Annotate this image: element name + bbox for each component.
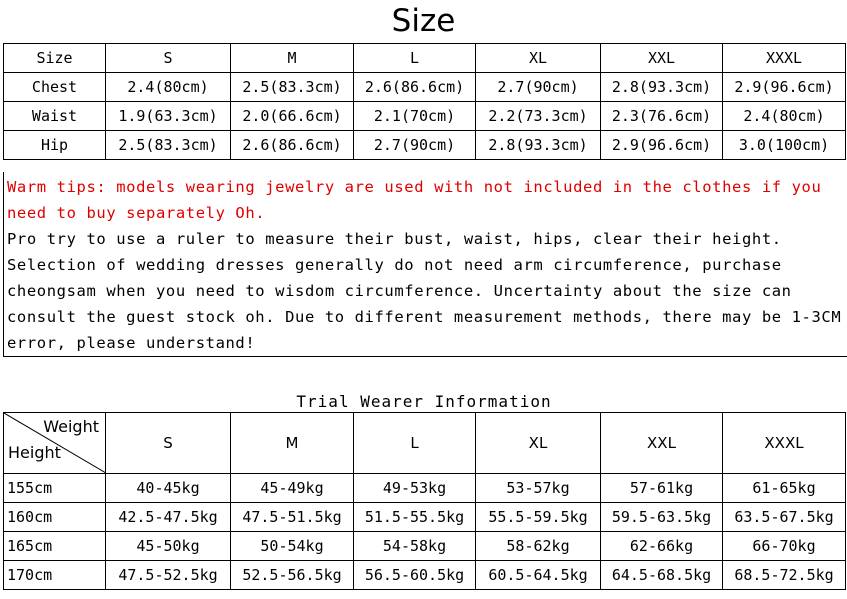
size-chart-title: Size xyxy=(391,3,456,39)
weight-cell: 40-45kg xyxy=(106,474,231,503)
table-cell: 2.0(66.6cm) xyxy=(231,102,354,131)
weight-cell: 62-66kg xyxy=(601,532,723,561)
table-cell: 2.4(80cm) xyxy=(106,73,231,102)
table-cell: 2.6(86.6cm) xyxy=(231,131,354,160)
weight-cell: 53-57kg xyxy=(476,474,601,503)
size-table-header-row xyxy=(4,44,846,73)
table-row xyxy=(4,73,846,102)
table-cell: 2.5(83.3cm) xyxy=(106,131,231,160)
height-cell: 160cm xyxy=(4,503,106,532)
table-cell: 2.5(83.3cm) xyxy=(231,73,354,102)
weight-cell: 64.5-68.5kg xyxy=(601,561,723,590)
weight-cell: 45-49kg xyxy=(231,474,354,503)
size-header-cell: M xyxy=(231,413,354,474)
table-row xyxy=(4,474,846,503)
weight-cell: 42.5-47.5kg xyxy=(106,503,231,532)
weight-cell: 59.5-63.5kg xyxy=(601,503,723,532)
size-header-cell: L xyxy=(354,413,476,474)
table-row xyxy=(4,131,846,160)
weight-cell: 49-53kg xyxy=(354,474,476,503)
weight-cell: 63.5-67.5kg xyxy=(723,503,846,532)
row-label: Chest xyxy=(4,73,106,102)
size-header-cell: XXL xyxy=(601,413,723,474)
table-cell: 2.9(96.6cm) xyxy=(601,131,723,160)
table-row xyxy=(4,561,846,590)
table-row xyxy=(4,532,846,561)
table-cell: 2.8(93.3cm) xyxy=(601,73,723,102)
table-cell: 2.4(80cm) xyxy=(723,102,846,131)
header-cell: XXXL xyxy=(723,44,846,73)
table-cell: 2.8(93.3cm) xyxy=(476,131,601,160)
size-header-cell: XXXL xyxy=(723,413,846,474)
weight-cell: 51.5-55.5kg xyxy=(354,503,476,532)
weight-cell: 68.5-72.5kg xyxy=(723,561,846,590)
weight-cell: 45-50kg xyxy=(106,532,231,561)
header-cell: XXL xyxy=(601,44,723,73)
height-cell: 155cm xyxy=(4,474,106,503)
table-row xyxy=(4,503,846,532)
header-cell: Size xyxy=(4,44,106,73)
table-cell: 3.0(100cm) xyxy=(723,131,846,160)
trial-header-row xyxy=(4,413,846,474)
size-table xyxy=(3,43,846,160)
weight-cell: 60.5-64.5kg xyxy=(476,561,601,590)
corner-cell xyxy=(4,413,106,474)
height-cell: 170cm xyxy=(4,561,106,590)
weight-cell: 66-70kg xyxy=(723,532,846,561)
table-cell: 2.3(76.6cm) xyxy=(601,102,723,131)
weight-cell: 47.5-51.5kg xyxy=(231,503,354,532)
weight-cell: 55.5-59.5kg xyxy=(476,503,601,532)
row-label: Hip xyxy=(4,131,106,160)
weight-cell: 56.5-60.5kg xyxy=(354,561,476,590)
header-cell: M xyxy=(231,44,354,73)
weight-cell: 50-54kg xyxy=(231,532,354,561)
header-cell: XL xyxy=(476,44,601,73)
table-cell: 1.9(63.3cm) xyxy=(106,102,231,131)
weight-cell: 57-61kg xyxy=(601,474,723,503)
table-cell: 2.7(90cm) xyxy=(354,131,476,160)
trial-wearer-table xyxy=(3,412,846,590)
size-header-cell: XL xyxy=(476,413,601,474)
weight-cell: 47.5-52.5kg xyxy=(106,561,231,590)
weight-cell: 58-62kg xyxy=(476,532,601,561)
header-cell: L xyxy=(354,44,476,73)
weight-cell: 52.5-56.5kg xyxy=(231,561,354,590)
tips-box xyxy=(3,172,847,357)
table-cell: 2.1(70cm) xyxy=(354,102,476,131)
weight-cell: 54-58kg xyxy=(354,532,476,561)
measurement-notes-text: Pro try to use a ruler to measure their bust, waist, hips, clear their height. Selection of wedding dresses generally do not need arm circumference, purchase cheongsam when you need to wisdom circumference. Uncertainty about the size can consult the guest stock oh. Due to different measurement methods, there may be 1-3CM error, please understand! xyxy=(7,230,842,352)
weight-label: Weight xyxy=(43,417,99,436)
row-label: Waist xyxy=(4,102,106,131)
header-cell: S xyxy=(106,44,231,73)
trial-wearer-title: Trial Wearer Information xyxy=(296,392,552,411)
height-cell: 165cm xyxy=(4,532,106,561)
height-label: Height xyxy=(8,443,61,462)
table-cell: 2.7(90cm) xyxy=(476,73,601,102)
table-row xyxy=(4,102,846,131)
warm-tips-text: Warm tips: models wearing jewelry are used with not included in the clothes if you need to buy separately Oh. xyxy=(7,178,822,222)
weight-cell: 61-65kg xyxy=(723,474,846,503)
size-header-cell: S xyxy=(106,413,231,474)
table-cell: 2.2(73.3cm) xyxy=(476,102,601,131)
table-cell: 2.6(86.6cm) xyxy=(354,73,476,102)
table-cell: 2.9(96.6cm) xyxy=(723,73,846,102)
